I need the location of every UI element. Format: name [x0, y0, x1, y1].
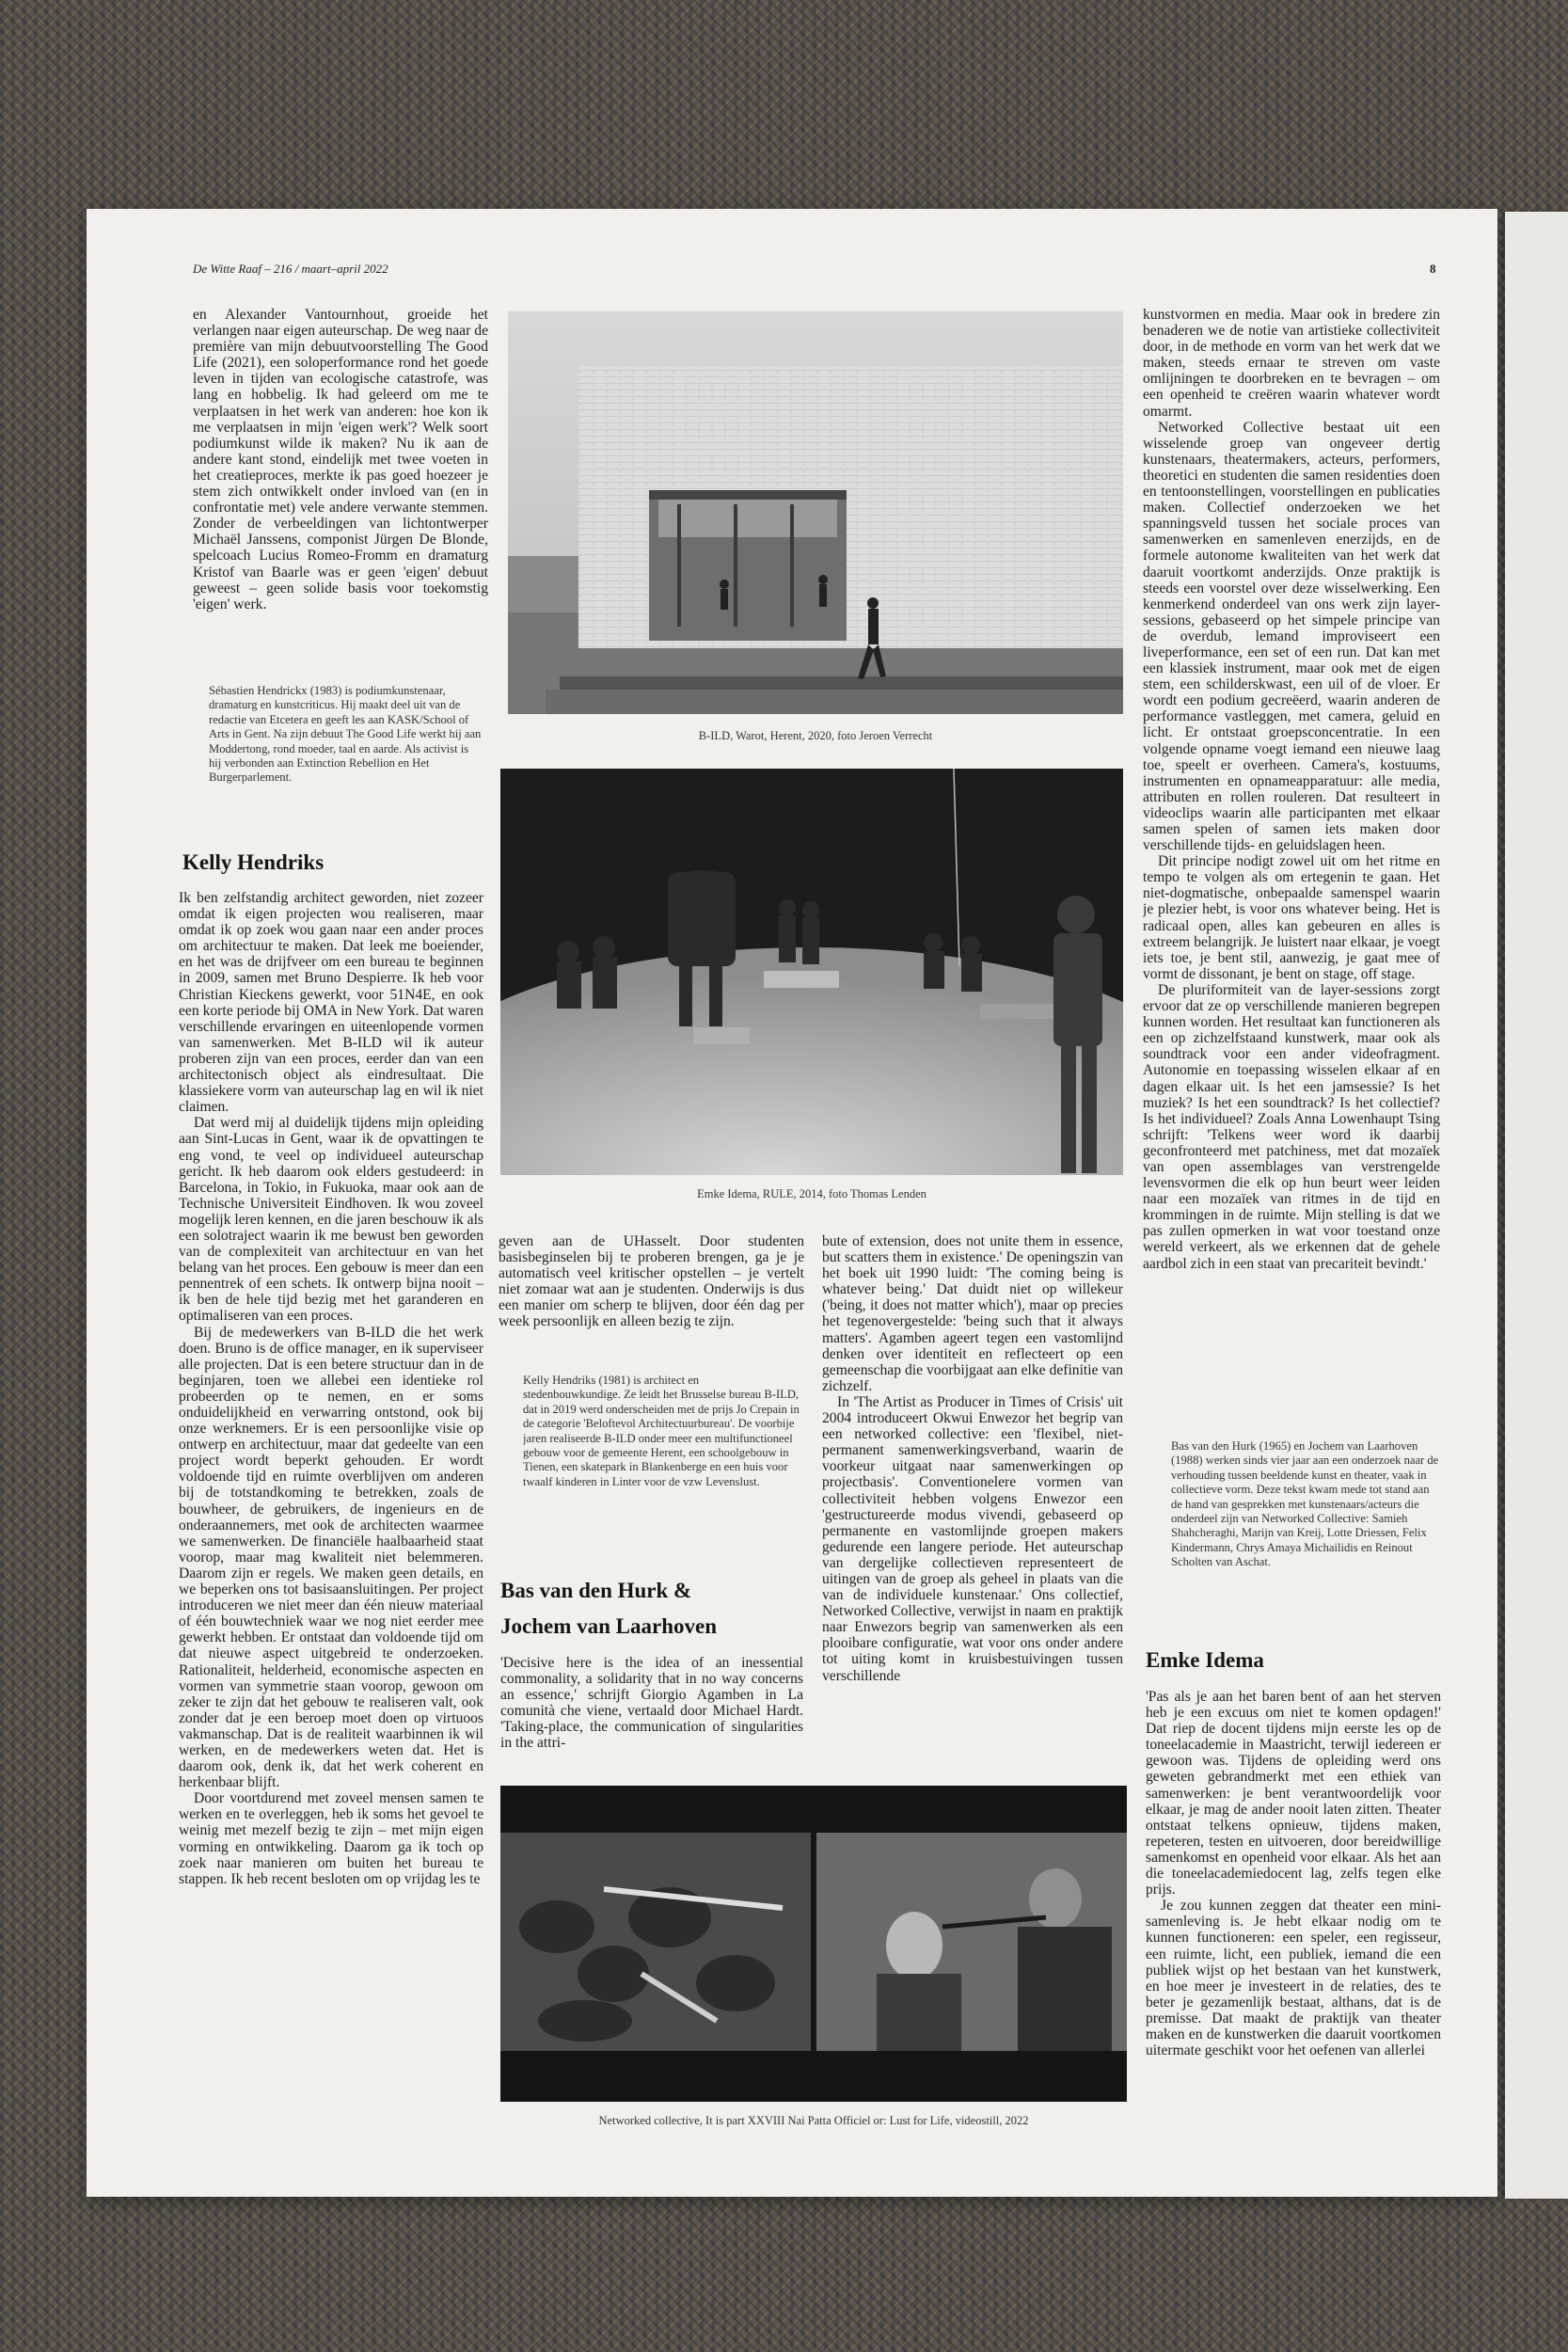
column-2-top: [499, 1233, 804, 1365]
column-3: [822, 1233, 1123, 1764]
paragraph: Ik ben zelfstandig architect geworden, niet zozeer omdat ik eigen projecten wou realiseren, maar omdat ik op zoek wou gaan naar een ander proces om architectuur te maken. Dat leek me boeiender, en het was de drijfveer om een bureau te beginnen in 2009, samen met Bruno Despierre. Ik heb voor Christian Kieckens gewerkt, voor 51N4E, en ook een korte periode bij OMA in New York. Dat waren verschillende ervaringen en uiteenlopende vormen van samenwerken. Met B-ILD wil ik auteur proberen zijn van een proces, eerder dan van een architectonisch object als eindresultaat. Die klassiekere vorm van auteurschap lag en wil ik niet claimen.: [179, 890, 483, 1116]
author-bio-hendrickx: Sébastien Hendrickx (1983) is podiumkunstenaar, dramaturg en kunstcriticus. Hij maakt deel uit van de redactie van Etcetera en geeft les aan KASK/School of Arts in Gent. Na zijn debuut The Good Life werkt hij aan Moddertong, rond moeder, taal en aarde. Als activist is hij verbonden aan Extinction Rebellion en Het Burgerparlement.: [209, 684, 482, 785]
page-number: 8: [1430, 262, 1436, 276]
heading-line: Jochem van Laarhoven: [500, 1614, 717, 1638]
column-4-top: [1143, 307, 1440, 1426]
photo-caption: Networked collective, It is part XXVIII Nai Patta Officiel or: Lust for Life, videostill, 2022: [598, 2114, 1029, 2127]
paragraph: Je zou kunnen zeggen dat theater een mini-samenleving is. Je hebt elkaar nodig om te kunnen functioneren: een speler, een regisseur, een ruimte, licht, een publiek, iemand die een publiek wijst op het bestaan van het kunstwerk, en hoe meer je investeert in de relaties, des te beter je gezamenlijk bestaat, althans, dat is de premisse. Dat maakt de praktijk van theater maken en de kunstwerken die daaruit voortkomen uitermate geschikt voor het oefenen van allerlei: [1146, 1898, 1441, 2059]
column-1-body: [179, 890, 483, 2132]
paragraph: De pluriformiteit van de layer-sessions zorgt ervoor dat ze op verschillende manieren begrepen kunnen worden. Het resultaat kan functioneren als een op zichzelfstaand kunstwerk, maar ook als soundtrack voor een ander videofragment. Autonomie en toepassing wisselen elkaar af en dagen elkaar uit. Is het een jamsessie? Is het muziek? Is het een soundtrack? Is het collectief? Is het individueel? Zoals Anna Lowenhaupt Tsing schrijft: 'Telkens weer word ik daarbij geconfronteerd met patchiness, met dat mozaïek van open assemblages van verstrengelde levensvormen die elk op hun beurt weer leiden naar een mozaïek van ritmes in de tijd en krommingen in de ruimte. Mijn stelling is dat we pas zullen opmerken in wat voor toestand onze wereld verkeert, als we erkennen dat de gehele aardbol zich in een staat van precariteit bevindt.': [1143, 981, 1440, 1272]
paragraph: Dat werd mij al duidelijk tijdens mijn opleiding aan Sint-Lucas in Gent, waar ik de opvattingen te eng vond, te veel op individueel auteurschap gericht. Ik heb daarom ook elders gestudeerd: in Barcelona, in Tokio, in Fukuoka, maar ook aan de Technische Universiteit Eindhoven. Ik wou zoveel mogelijk leren kennen, en die jaren beschouw ik als een solotraject waarin ik me bewust ben geworden van de complexiteit van architectuur en van het belang van het proces. Een gebouw is meer dan een pennentrek of een schets. Ik ontwerp bijna nooit – ik ben de hele tijd bezig met het garanderen en optimaliseren van een proces.: [179, 1115, 483, 1325]
column-2-body: [500, 1655, 803, 1766]
paragraph: Door voortdurend met zoveel mensen samen te werken en te overleggen, heb ik soms het gevoel te weinig met mezelf bezig te zijn – met mijn eigen vorming en ontwikkeling. Daarom ga ik toch op zoek naar manieren om buiten het bureau te stappen. Ik heb recent besloten om op vrijdag les te: [179, 1790, 483, 1887]
paragraph: geven aan de UHasselt. Door studenten basisbeginselen bij te proberen brengen, ga je je automatisch veel kritischer opstellen – je vertelt niet zomaar wat aan je studenten. Onderwijs is dus een manier om scherp te blijven, door één dag per week persoonlijk en alleen bezig te zijn.: [499, 1233, 804, 1330]
paragraph: Bij de medewerkers van B-ILD die het werk doen. Bruno is de office manager, en ik superviseer alle projecten. Dat is een betere structuur dan in de beginjaren, toen we allebei een identieke rol probeerden op te nemen, en er soms onduidelijkheid en verwarring ontstond, ook bij onze werknemers. Er is een persoonlijke visie op ontwerp en architectuur, maar dat gedeelte van een project wordt beperkt gehouden. Er wordt voldoende tijd en ruimte overblijven om anderen bij de totstandkoming te betrekken, zoals de bouwheer, de gebruikers, de ingenieurs en de onderaannemers, met ook de architecten waarmee we samenwerken. De financiële haalbaarheid staat voorop, maar mag kwaliteit niet belemmeren. Daarom zijn er regels. We maken geen details, en we beperken ons tot basisaansluitingen. Per project introduceren we niet meer dan één nieuw materiaal of één bouwtechniek waar we nog niet eerder mee gewerkt hebben. Er ontstaat dan voldoende tijd om dat nieuwe aspect uitgebreid te onderzoeken. Rationaliteit, helderheid, economische aspecten en vormen van symmetrie staan voorop, gewoon om zeker te zijn dat het gebouw te realiseren valt, ook zonder dat je een beroep moet doen op virtuoos vakmanschap. Dat is de realiteit waarbinnen ik wil werken, en de medewerkers weten dat. Het is daarom ook, denk ik, dat het werk coherent en herkenbaar blijft.: [179, 1324, 483, 1791]
paragraph: 'Pas als je aan het baren bent of aan het sterven heb je een excuus om niet te komen opdagen!' Dat riep de docent tijdens mijn eerste les op de toneelacademie in Maastricht, terwijl iedereen er gewoon was. Tijdens de opleiding werd ons geweten gebrandmerkt met een ethiek van samenwerken: je bent verantwoordelijk voor elkaar, je mag de ander nooit laten zitten. Theater ontstaat telkens opnieuw, tijdens maken, repeteren, testen en uitvoeren, door bereidwillige samenkomst en openheid voor elkaar. Als het aan die toneelacademiedocent lag, zelfs tegen elke prijs.: [1146, 1689, 1441, 1899]
photo-emke-idema-rule: [500, 769, 1123, 1175]
next-page-edge: [1505, 212, 1568, 2199]
author-bio-van-den-hurk: Bas van den Hurk (1965) en Jochem van Laarhoven (1988) werken sinds vier jaar aan een onderzoek naar de verhouding tussen beeldende kunst en theater, vaak in collectieve vorm. Deze tekst kwam mede tot stand aan de hand van gesprekken met kunstenaars/acteurs die onderdeel zijn van Networked Collective: Samieh Shahcheraghi, Marijn van Kreij, Lotte Driessen, Felix Kindermann, Chrys Amaya Michailidis en Reinout Scholten van Aschat.: [1171, 1439, 1439, 1569]
paragraph: en Alexander Vantournhout, groeide het verlangen naar eigen auteurschap. De weg naar de première van mijn debuutvoorstelling The Good Life (2021), een soloperformance rond het goede leven in tijden van ecologische catastrofe, was lang en hobbelig. Ik had geleerd om me te verplaatsen in het werk van anderen: hoe kon ik me verplaatsen in mijn 'eigen werk'? Welk soort podiumkunst wilde ik maken? Nu ik aan de andere kant stond, eindelijk met twee voeten in het creatieproces, merkte ik pas goed hoezeer je stem zich ontwikkelt onder invloed van (en in confrontatie met) vele andere verwante stemmen. Zonder de verbeeldingen van lichtontwerper Michaël Janssens, componist Jürgen De Blonde, spelcoach Lucius Romeo-Fromm en dramaturg Kristof van Baarle was er geen 'eigen' debuut geweest – geen solide basis voor toekomstig 'eigen' werk.: [193, 307, 488, 612]
column-1-top: [193, 307, 488, 670]
photo-b-ild-warot: [508, 311, 1123, 714]
photo-networked-collective: [500, 1786, 1127, 2102]
section-heading-kelly-hendriks: Kelly Hendriks: [182, 850, 325, 874]
publication-header: De Witte Raaf – 216 / maart–april 2022: [193, 262, 388, 276]
section-heading-emke-idema: Emke Idema: [1146, 1648, 1264, 1672]
author-bio-hendriks: Kelly Hendriks (1981) is architect en stedenbouwkundige. Ze leidt het Brusselse bureau B-ILD, dat in 2019 werd onderscheiden met de prijs Jo Crepain in de categorie 'Beloftevol Architectuurbureau'. De voorbije jaren realiseerde B-ILD onder meer een multifunctioneel gebouw voor de gemeente Herent, een schoolgebouw in Tienen, een skatepark in Blankenberge en een huis voor twaalf kinderen in Linter voor de vzw Levenslust.: [523, 1374, 800, 1488]
heading-line: Bas van den Hurk &: [500, 1579, 692, 1602]
paragraph: In 'The Artist as Producer in Times of Crisis' uit 2004 introduceert Okwui Enwezor het begrip van een networked collective: een 'flexibel, niet-permanent samenwerkingsverband, waarin de voorkeur uitgaat naar samenwerkingen op projectbasis'. Conventionelere vormen van collectiviteit hebben volgens Enwezor een 'gestructureerde modus vivendi, gebaseerd op permanente en vastomlijnde groepen makers gedurende een langere periode. Het auteurschap van dergelijke collectieven representeert de uitingen van de groep als geheel in plaats van die van de individuele kunstenaar.' Ons collectief, Networked Collective, verwijst in naam en praktijk naar Enwezors begrip van samenwerken als een plooibare configuratie, wat voor ons onder andere tot uiting komt in kruisbestuivingen tussen verschillende: [822, 1393, 1123, 1684]
paragraph: kunstvormen en media. Maar ook in bredere zin benaderen we de notie van artistieke collectiviteit door, in de methode en vorm van het werk dat we maken, steeds ernaar te streven om vaste omlijningen te doorbreken en te bevragen – om een openheid te creëren waarin whatever wordt omarmt.: [1143, 307, 1440, 420]
section-heading-van-den-hurk: [500, 1573, 801, 1645]
paragraph: bute of extension, does not unite them in essence, but scatters them in existence.' De openingszin van het boek uit 1990 luidt: 'The coming being is whatever being.' Dat duidt niet op willekeur ('being, it does not matter which'), maar op precies het tegenovergestelde: 'being such that it always matters'. Agamben ageert tegen een vastomlijnd denken over identiteit en reflecteert op een gemeenschap die voorbijgaat aan elke definitie van zichzelf.: [822, 1233, 1123, 1394]
paragraph: Dit principe nodigt zowel uit om het ritme en tempo te volgen als om ertegenin te gaan. Het niet-dogmatische, onbepaalde samenspel waarin je plezier hebt, is voor ons whatever being. Het is radicaal open, alles kan gebeuren en alles is extreem belangrijk. Je luistert naar elkaar, je voegt iets toe, je bent stil, aanwezig, je gaat mee of vormt de dissonant, je bent on stage, off stage.: [1143, 853, 1440, 982]
column-4-body: [1146, 1689, 1441, 2131]
photo-caption: Emke Idema, RULE, 2014, foto Thomas Lenden: [697, 1187, 927, 1200]
paragraph: Networked Collective bestaat uit een wisselende groep van ongeveer dertig kunstenaars, theatermakers, acteurs, performers, theoretici en studenten die samen residenties doen en tentoonstellingen, voorstellingen en publicaties maken. Collectief onderzoeken we het spanningsveld tussen het sociale proces van samenwerken en samenleven enerzijds, en de formele autonome kwaliteiten van het werk dat daaruit voortkomt anderzijds. Onze praktijk is steeds een voorstel over deze wisselwerking. Een kenmerkend onderdeel van ons werk zijn layer-sessions, gebaseerd op het simpele principe van de overdub, lemand improviseert een liveperformance, een set of een run. Dat kan met een klassiek instrument, maar ook met de eigen stem, een schilderskwast, een uil of de vloer. Er wordt een podium gecreëerd, waarin anderen de performance vastleggen, met camera, geluid en licht. Er ontstaat groepsconcentratie. In een volgende opname voegt iemand een nieuwe laag toe, speelt er overheen. Camera's, kostuums, instrumenten en opnameapparatuur: alle media, attributen en rollen rouleren. Dat resulteert in videoclips waarin alle participanten met elkaar samen spelen of samen iets maken door verschillende tijds- en geluidslagen heen.: [1143, 419, 1440, 854]
photo-caption: B-ILD, Warot, Herent, 2020, foto Jeroen Verrecht: [698, 729, 933, 742]
paragraph: 'Decisive here is the idea of an inessential commonality, a solidarity that in no way concerns an essence,' schrijft Giorgio Agamben in La comunità che viene, vertaald door Michael Hardt. 'Taking-place, the communication of singularities in the attri-: [500, 1655, 803, 1752]
